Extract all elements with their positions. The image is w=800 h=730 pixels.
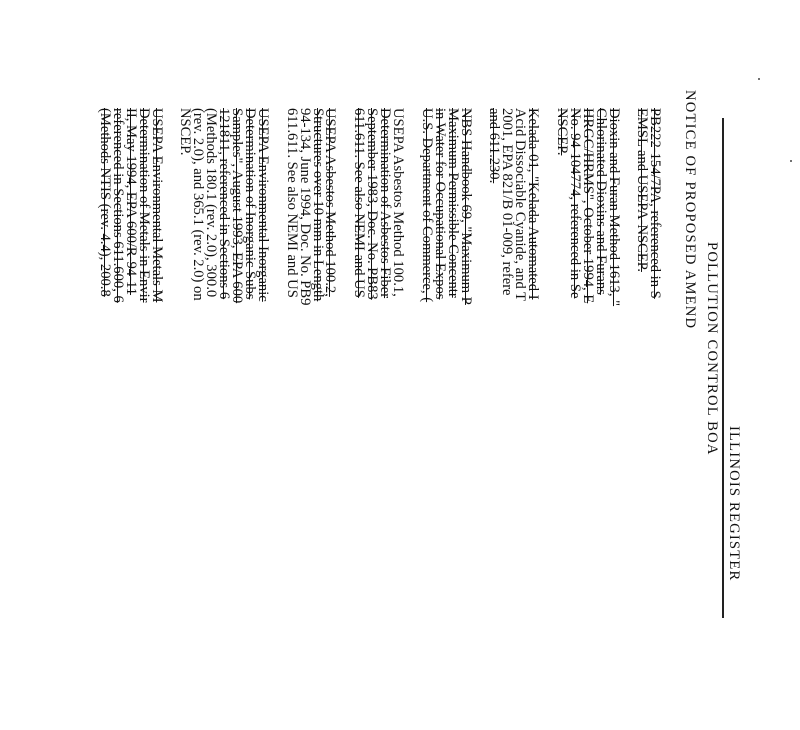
struck-text-line: II, May 1994, EPA 600/R-94-11 — [122, 108, 139, 296]
scan-speck — [758, 78, 760, 80]
text-line: 2001, EPA 821/B 01-009, refere — [499, 108, 516, 296]
struck-text-line: USEPA Environmental Metals M — [148, 108, 165, 303]
rotated-text-block — [80, 90, 740, 730]
struck-text-line: EMSL and USEPA-NSCEP. — [634, 108, 651, 272]
paragraph — [420, 90, 472, 730]
register-title: ILLINOIS REGISTER — [726, 426, 742, 582]
paragraph — [636, 90, 662, 730]
struck-text-line: referenced in Sections 611.600, 6 — [109, 108, 126, 303]
struck-text-line: USEPA Asbestos Method 100.2, — [322, 108, 339, 297]
struck-text-line: Determination of Asbestos Fiber — [377, 108, 394, 299]
notice-heading: NOTICE OF PROPOSED AMEND — [682, 90, 699, 330]
text-line: USEPA Asbestos Method 100.1, — [389, 108, 406, 297]
text-line: (Methods 180.1 (rev. 2.0), 300.0 — [203, 108, 220, 298]
paragraph — [488, 90, 540, 730]
struck-text-line: NBS Handbook 69, "Maximum P — [457, 108, 474, 305]
board-name: POLLUTION CONTROL BOA — [704, 242, 721, 456]
struck-text-line: Chlorinated Dioxins and Furans — [592, 108, 609, 295]
paragraph — [179, 90, 269, 730]
text-line: 94-134, June 1994, Doc. No. PB9 — [296, 108, 313, 306]
struck-text-line: PB222-154/7PA, referenced in S — [647, 108, 664, 299]
paragraph — [97, 90, 165, 730]
struck-text-line: and 611.230. — [486, 108, 503, 184]
struck-text-line: NSCEP. — [553, 108, 570, 156]
struck-text-line: Dioxin and Furan Method 1613, " — [605, 108, 622, 307]
text-line: NSCEP. — [177, 108, 194, 156]
body-paragraphs — [98, 90, 683, 730]
paragraph — [285, 90, 337, 730]
struck-text-line: 611.611. See also NEMI and US — [351, 108, 368, 298]
scan-speck — [790, 160, 792, 162]
paragraph — [553, 90, 622, 730]
struck-text-line: Determination of Inorganic Subs — [241, 108, 258, 300]
text-line: 611.611. See also NEMI and US — [283, 108, 300, 298]
struck-text-line: September 1983, Doc. No. PB83 — [364, 108, 381, 300]
text-line: Acid Dissociable Cyanide, and T — [512, 108, 529, 302]
struck-text-line: Structures over 10 mm in Length — [309, 108, 326, 302]
struck-text-line: No. 94-104774, referenced in Se — [566, 108, 583, 299]
struck-text-line: Samples", August 1993, EPA 600 — [229, 108, 246, 304]
struck-text-line: Determination of Metals in Envir — [135, 108, 152, 303]
paragraph — [352, 90, 404, 730]
struck-text-line: Kelada-01, "Kelada Automated I — [525, 108, 542, 300]
struck-text-line: HRGC/HRMS", October 1994, E — [579, 108, 596, 304]
struck-text-line: USEPA Environmental Inorganic — [254, 108, 271, 302]
struck-text-line: U.S. Department of Commerce, ( — [418, 108, 435, 303]
struck-text-line: 121811, referenced in Sections 6 — [216, 108, 233, 300]
struck-text-line: (Methods NTIS (rev. 4.4), 200.8 — [97, 108, 114, 297]
struck-text-line: in Water for Occupational Expos — [431, 108, 448, 300]
struck-text-line: Maximum Permissible Concentr — [444, 108, 461, 298]
text-line: (rev. 2.0), and 365.1 (rev. 2.0) on — [190, 108, 207, 301]
